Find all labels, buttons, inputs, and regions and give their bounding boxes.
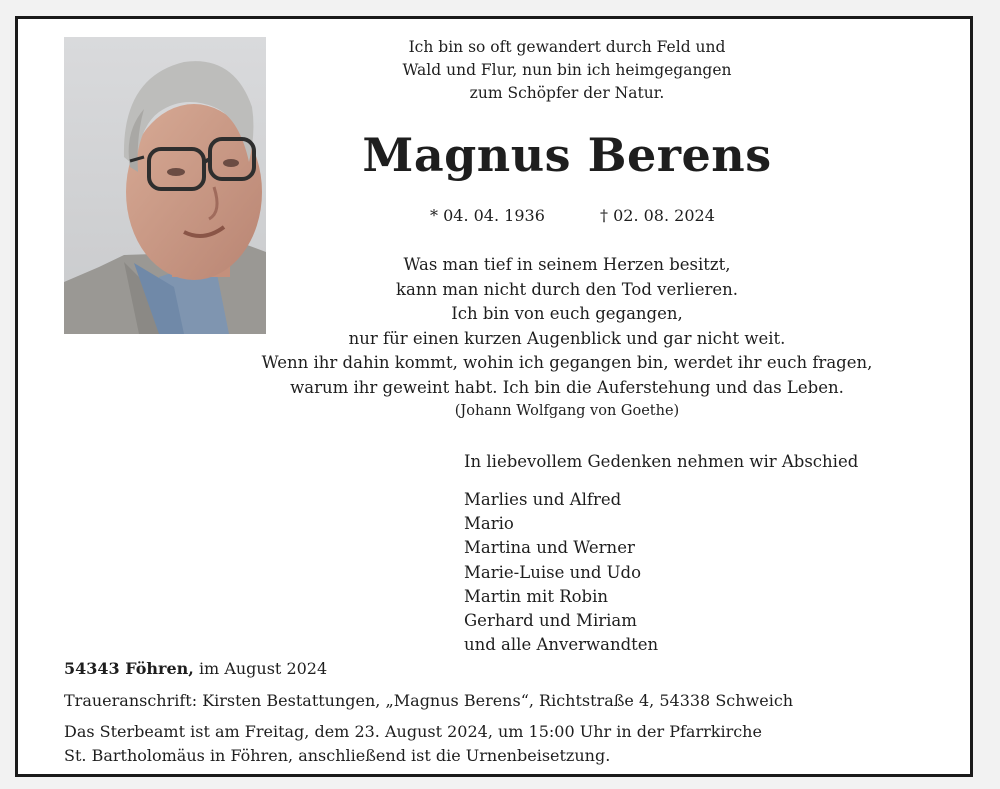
place-town: 54343 Föhren,: [64, 659, 194, 678]
quote-line: nur für einen kurzen Augenblick und gar nicht weit.: [348, 328, 786, 348]
mourning-line: In liebevollem Gedenken nehmen wir Abschied: [464, 452, 859, 471]
place-date: im August 2024: [198, 659, 328, 678]
birth-date: * 04. 04. 1936: [430, 206, 545, 225]
mourner-name: und alle Anverwandten: [464, 635, 659, 655]
service-info: [64, 720, 762, 768]
quote-line: kann man nicht durch den Tod verlieren.: [395, 279, 738, 299]
quote-line: Wenn ihr dahin kommt, wohin ich gegangen bin, werdet ihr euch fragen,: [261, 353, 873, 372]
place-and-date: [64, 657, 327, 681]
service-line: St. Bartholomäus in Föhren, anschließend ist die Urnenbeisetzung.: [64, 746, 611, 765]
service-line: Das Sterbeamt ist am Freitag, dem 23. August 2024, um 15:00 Uhr in der Pfarrkirche: [64, 722, 762, 741]
mourner-name: Gerhard und Miriam: [464, 611, 637, 631]
opening-poem: [287, 36, 847, 105]
mourner-name: Marie-Luise und Udo: [464, 562, 642, 582]
quote-line: warum ihr geweint habt. Ich bin die Auferstehung und das Leben.: [290, 377, 844, 397]
quote-line: Was man tief in seinem Herzen besitzt,: [403, 255, 731, 274]
mourner-name: Marlies und Alfred: [464, 490, 622, 509]
memorial-quote: [200, 253, 934, 400]
deceased-name: Magnus Berens: [362, 128, 772, 182]
mourner-name: Martina und Werner: [464, 538, 635, 558]
death-date: † 02. 08. 2024: [600, 206, 715, 225]
mourners-list: [464, 488, 658, 657]
poem-line: Wald und Flur, nun bin ich heimgegangen: [402, 61, 732, 79]
mourner-name: Mario: [464, 514, 514, 534]
quote-author: (Johann Wolfgang von Goethe): [454, 403, 680, 419]
quote-line: Ich bin von euch gegangen,: [451, 304, 683, 323]
mourning-address: Traueranschrift: Kirsten Bestattungen, „Magnus Berens“, Richtstraße 4, 54338 Schweich: [64, 691, 794, 710]
poem-line: zum Schöpfer der Natur.: [469, 84, 665, 102]
poem-line: Ich bin so oft gewandert durch Feld und: [408, 38, 726, 56]
mourner-name: Martin mit Robin: [464, 586, 609, 606]
